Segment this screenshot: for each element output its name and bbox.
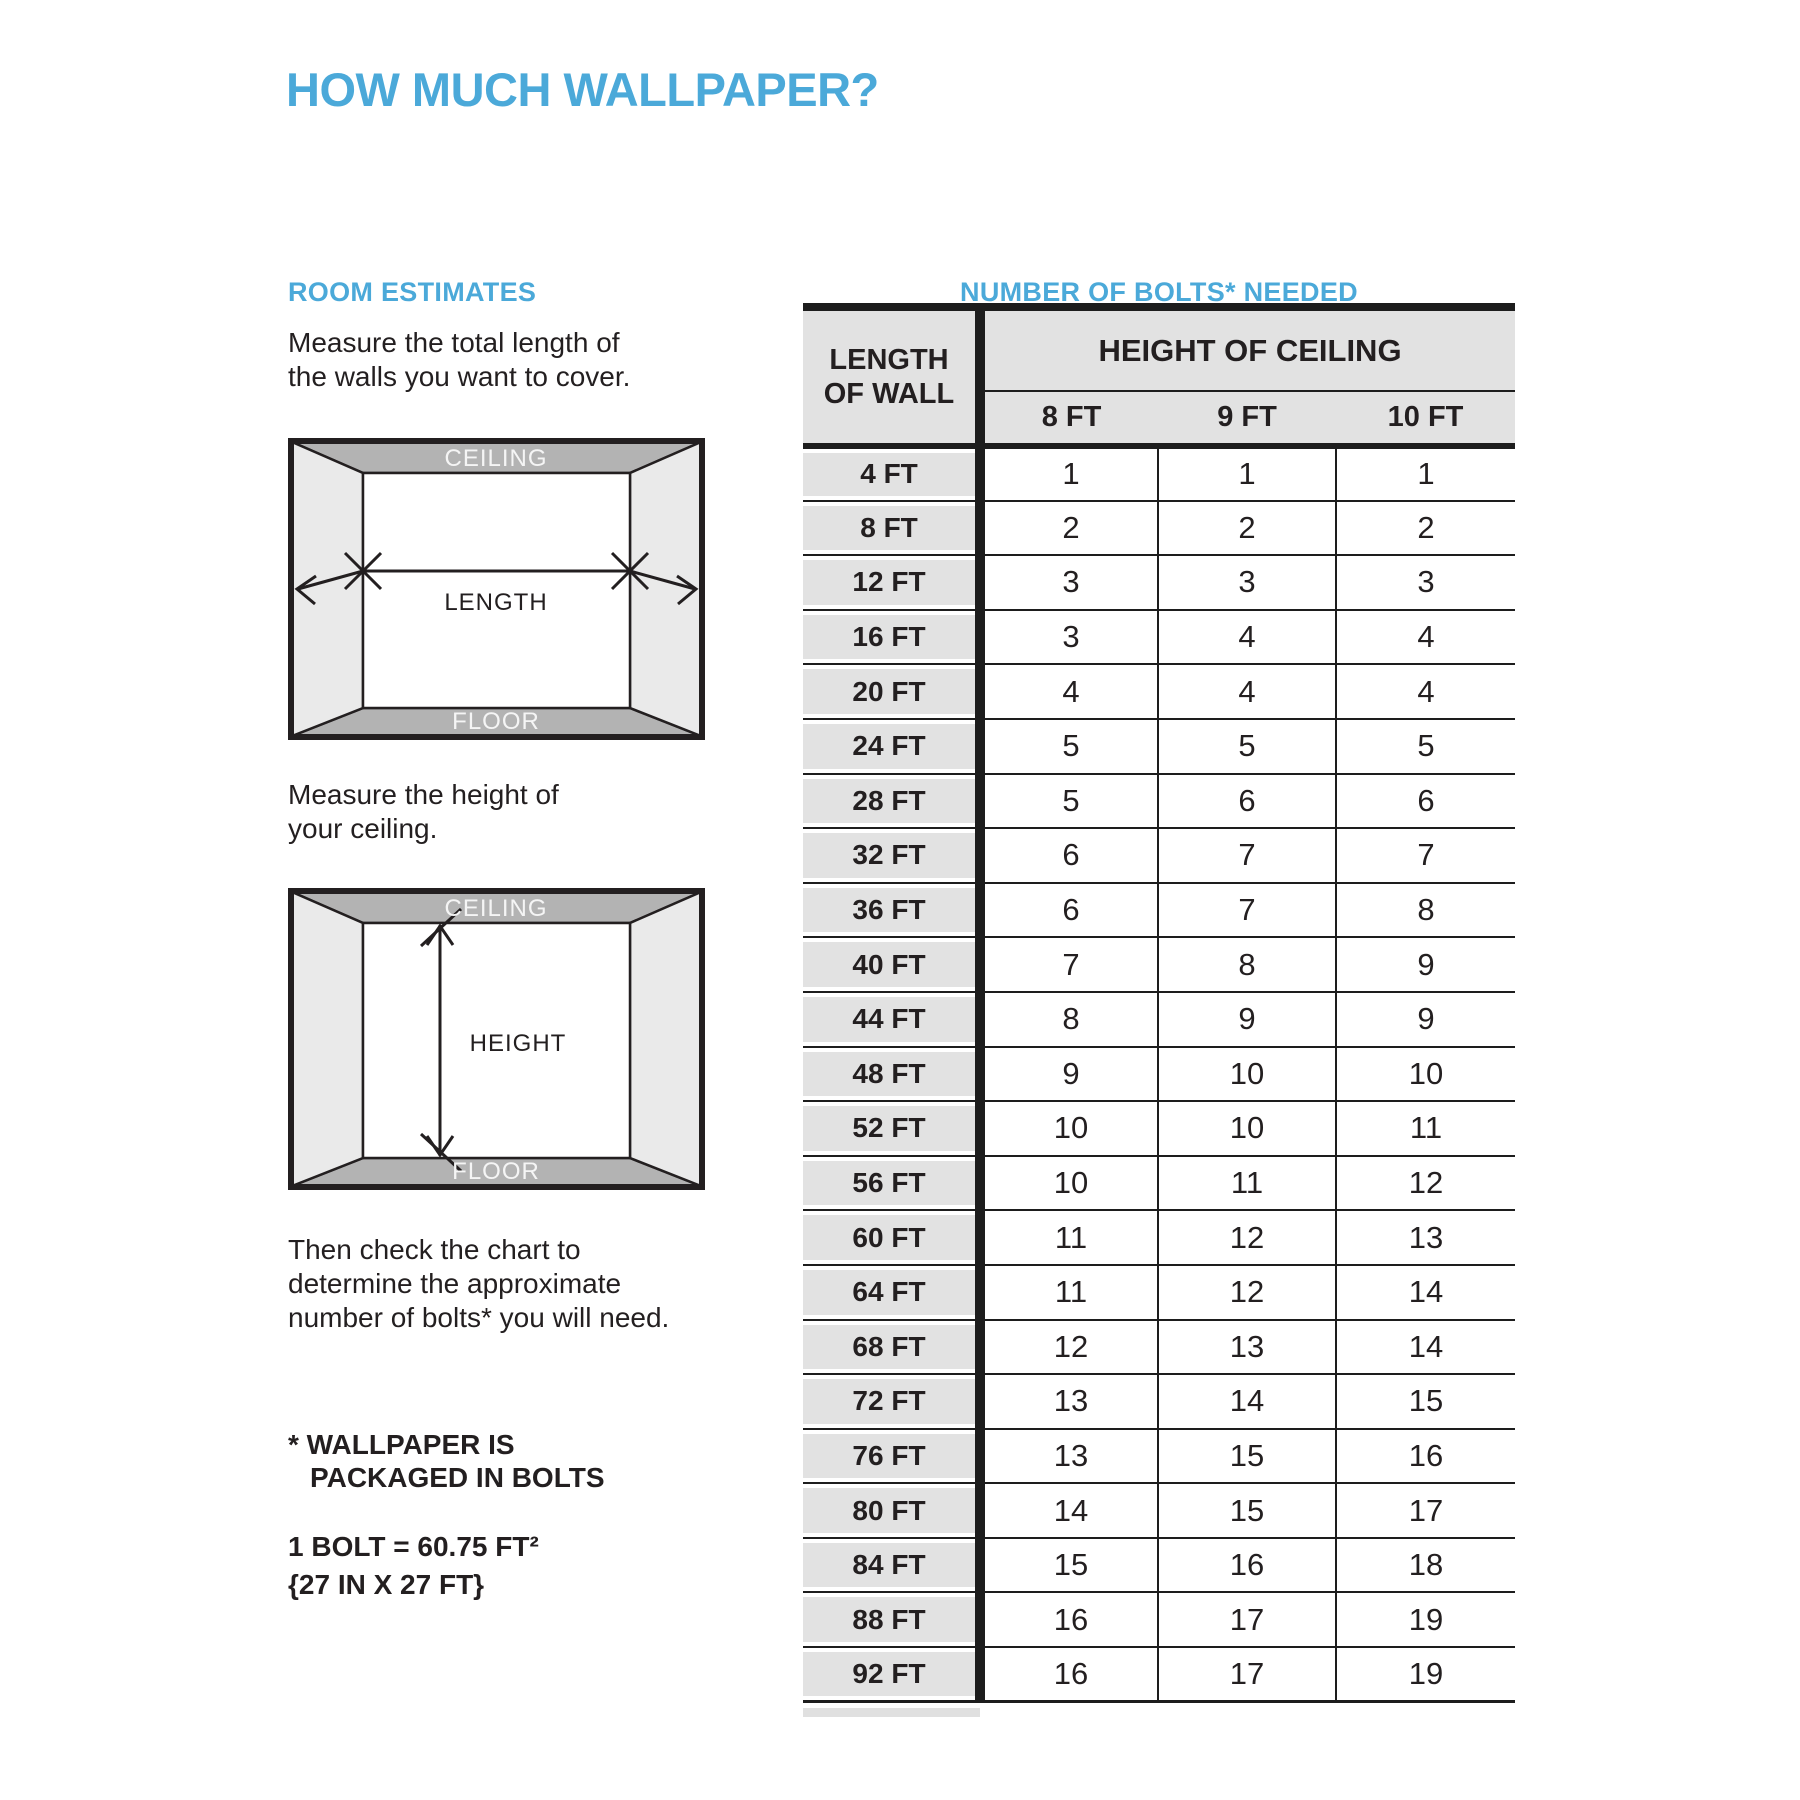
bolts-cell-9ft: 8 xyxy=(1158,937,1336,992)
bolts-cell-10ft: 5 xyxy=(1336,719,1515,774)
table-row xyxy=(803,446,1515,501)
bolts-cell-10ft: 19 xyxy=(1336,1592,1515,1647)
bolts-cell-10ft: 16 xyxy=(1336,1429,1515,1484)
bolts-cell-8ft: 9 xyxy=(980,1047,1158,1102)
text-line: determine the approximate xyxy=(288,1268,622,1299)
bolts-cell-8ft: 16 xyxy=(980,1592,1158,1647)
bolts-cell-9ft: 4 xyxy=(1158,610,1336,665)
column-header-10ft: 10 FT xyxy=(1336,391,1515,446)
bolts-table xyxy=(803,303,1515,1703)
text-line: * WALLPAPER IS xyxy=(288,1429,515,1460)
bolts-cell-9ft: 7 xyxy=(1158,883,1336,938)
table-row xyxy=(803,883,1515,938)
text-line: your ceiling. xyxy=(288,813,438,844)
row-header-wall-length: 20 FT xyxy=(803,664,980,719)
row-header-wall-length: 56 FT xyxy=(803,1156,980,1211)
floor-label: FLOOR xyxy=(452,1158,540,1185)
bolts-cell-9ft: 15 xyxy=(1158,1429,1336,1484)
table-row xyxy=(803,555,1515,610)
text-line: {27 IN X 27 FT} xyxy=(288,1569,485,1600)
bolts-cell-10ft: 14 xyxy=(1336,1320,1515,1375)
row-header-wall-length: 84 FT xyxy=(803,1538,980,1593)
table-row xyxy=(803,828,1515,883)
bolts-cell-10ft: 2 xyxy=(1336,501,1515,556)
row-header-wall-length: 48 FT xyxy=(803,1047,980,1102)
text-line: Measure the total length of xyxy=(288,327,620,358)
bolts-cell-8ft: 3 xyxy=(980,555,1158,610)
bolts-cell-10ft: 14 xyxy=(1336,1265,1515,1320)
table-row xyxy=(803,664,1515,719)
row-header-wall-length: 88 FT xyxy=(803,1592,980,1647)
bolts-cell-10ft: 8 xyxy=(1336,883,1515,938)
ceiling-label: CEILING xyxy=(444,895,548,922)
bolts-cell-10ft: 6 xyxy=(1336,774,1515,829)
bolts-cell-8ft: 5 xyxy=(980,774,1158,829)
row-header-wall-length: 52 FT xyxy=(803,1101,980,1156)
bolts-cell-8ft: 10 xyxy=(980,1101,1158,1156)
section-heading-room-estimates: ROOM ESTIMATES xyxy=(288,277,537,307)
bolts-cell-8ft: 4 xyxy=(980,664,1158,719)
bolts-cell-9ft: 5 xyxy=(1158,719,1336,774)
bolts-cell-8ft: 7 xyxy=(980,937,1158,992)
bolts-table-body xyxy=(803,446,1515,1702)
table-row xyxy=(803,1538,1515,1593)
bolts-cell-9ft: 10 xyxy=(1158,1047,1336,1102)
bolts-cell-8ft: 3 xyxy=(980,610,1158,665)
instruction-check-chart xyxy=(288,1233,669,1335)
table-row xyxy=(803,1101,1515,1156)
height-label: HEIGHT xyxy=(469,1030,567,1057)
row-header-wall-length: 64 FT xyxy=(803,1265,980,1320)
bolts-cell-8ft: 15 xyxy=(980,1538,1158,1593)
row-header-wall-length: 40 FT xyxy=(803,937,980,992)
floor-label: FLOOR xyxy=(452,708,540,735)
bolts-cell-10ft: 12 xyxy=(1336,1156,1515,1211)
table-row xyxy=(803,719,1515,774)
bolts-cell-8ft: 13 xyxy=(980,1374,1158,1429)
bolts-cell-8ft: 6 xyxy=(980,883,1158,938)
row-header-wall-length: 8 FT xyxy=(803,501,980,556)
table-row xyxy=(803,1592,1515,1647)
bolt-size-info xyxy=(288,1528,539,1604)
row-header-wall-length: 16 FT xyxy=(803,610,980,665)
page-title: HOW MUCH WALLPAPER? xyxy=(286,63,879,116)
bolts-cell-9ft: 12 xyxy=(1158,1265,1336,1320)
bolts-cell-9ft: 12 xyxy=(1158,1210,1336,1265)
bolts-cell-8ft: 1 xyxy=(980,446,1158,501)
bolts-cell-9ft: 4 xyxy=(1158,664,1336,719)
row-header-wall-length: 68 FT xyxy=(803,1320,980,1375)
bolts-cell-9ft: 13 xyxy=(1158,1320,1336,1375)
column-header-9ft: 9 FT xyxy=(1158,391,1336,446)
bolts-cell-9ft: 1 xyxy=(1158,446,1336,501)
row-header-wall-length: 24 FT xyxy=(803,719,980,774)
bolts-cell-8ft: 10 xyxy=(980,1156,1158,1211)
bolts-cell-10ft: 4 xyxy=(1336,610,1515,665)
bolts-cell-10ft: 3 xyxy=(1336,555,1515,610)
right-wall xyxy=(630,892,701,1186)
table-row xyxy=(803,1265,1515,1320)
ceiling-label: CEILING xyxy=(444,445,548,472)
bolts-cell-8ft: 5 xyxy=(980,719,1158,774)
section-heading-number-of-bolts: NUMBER OF BOLTS* NEEDED xyxy=(960,277,1358,307)
table-row xyxy=(803,992,1515,1047)
row-header-wall-length: 60 FT xyxy=(803,1210,980,1265)
text-line: 1 BOLT = 60.75 FT² xyxy=(288,1531,539,1562)
group-header-height-of-ceiling: HEIGHT OF CEILING xyxy=(980,307,1515,391)
row-header-wall-length: 44 FT xyxy=(803,992,980,1047)
corner-header-length-of-wall xyxy=(803,307,980,446)
bolts-cell-9ft: 10 xyxy=(1158,1101,1336,1156)
column-header-8ft: 8 FT xyxy=(980,391,1158,446)
row-header-wall-length: 92 FT xyxy=(803,1647,980,1702)
bolts-cell-10ft: 11 xyxy=(1336,1101,1515,1156)
table-row xyxy=(803,1374,1515,1429)
bolts-cell-9ft: 3 xyxy=(1158,555,1336,610)
bolts-cell-8ft: 11 xyxy=(980,1265,1158,1320)
instruction-measure-length xyxy=(288,326,630,394)
bolts-cell-9ft: 15 xyxy=(1158,1483,1336,1538)
table-row xyxy=(803,1047,1515,1102)
table-left-column-tail xyxy=(803,1708,980,1717)
instruction-measure-height xyxy=(288,778,559,846)
text-line: Then check the chart to xyxy=(288,1234,581,1265)
bolts-cell-9ft: 17 xyxy=(1158,1647,1336,1702)
bolts-cell-8ft: 2 xyxy=(980,501,1158,556)
table-row xyxy=(803,610,1515,665)
text-line: PACKAGED IN BOLTS xyxy=(310,1462,605,1493)
bolts-cell-10ft: 19 xyxy=(1336,1647,1515,1702)
text-line: OF WALL xyxy=(823,378,955,410)
table-row xyxy=(803,1647,1515,1702)
table-row xyxy=(803,1320,1515,1375)
bolts-cell-8ft: 14 xyxy=(980,1483,1158,1538)
bolts-cell-8ft: 6 xyxy=(980,828,1158,883)
length-label: LENGTH xyxy=(444,589,548,616)
bolts-cell-10ft: 9 xyxy=(1336,937,1515,992)
row-header-wall-length: 76 FT xyxy=(803,1429,980,1484)
row-header-wall-length: 36 FT xyxy=(803,883,980,938)
bolts-cell-10ft: 13 xyxy=(1336,1210,1515,1265)
table-row xyxy=(803,1156,1515,1211)
row-header-wall-length: 12 FT xyxy=(803,555,980,610)
bolts-cell-9ft: 14 xyxy=(1158,1374,1336,1429)
table-row xyxy=(803,1429,1515,1484)
table-row xyxy=(803,501,1515,556)
bolts-cell-10ft: 7 xyxy=(1336,828,1515,883)
bolts-cell-8ft: 8 xyxy=(980,992,1158,1047)
room-height-diagram xyxy=(288,888,705,1190)
bolts-cell-9ft: 11 xyxy=(1158,1156,1336,1211)
row-header-wall-length: 72 FT xyxy=(803,1374,980,1429)
bolts-cell-10ft: 18 xyxy=(1336,1538,1515,1593)
bolts-cell-8ft: 12 xyxy=(980,1320,1158,1375)
text-line: the walls you want to cover. xyxy=(288,361,631,392)
table-row xyxy=(803,774,1515,829)
bolts-cell-9ft: 2 xyxy=(1158,501,1336,556)
bolts-cell-8ft: 11 xyxy=(980,1210,1158,1265)
bolts-cell-9ft: 17 xyxy=(1158,1592,1336,1647)
table-row xyxy=(803,1483,1515,1538)
text-line: LENGTH xyxy=(829,344,949,376)
bolts-cell-10ft: 4 xyxy=(1336,664,1515,719)
bolts-cell-8ft: 13 xyxy=(980,1429,1158,1484)
table-row xyxy=(803,937,1515,992)
room-length-diagram xyxy=(288,438,705,740)
bolts-cell-9ft: 16 xyxy=(1158,1538,1336,1593)
bolts-cell-9ft: 7 xyxy=(1158,828,1336,883)
row-header-wall-length: 80 FT xyxy=(803,1483,980,1538)
text-line: number of bolts* you will need. xyxy=(288,1302,670,1333)
bolts-cell-9ft: 6 xyxy=(1158,774,1336,829)
row-header-wall-length: 4 FT xyxy=(803,446,980,501)
row-header-wall-length: 28 FT xyxy=(803,774,980,829)
bolts-cell-10ft: 15 xyxy=(1336,1374,1515,1429)
text-line: Measure the height of xyxy=(288,779,559,810)
left-wall xyxy=(292,892,363,1186)
bolts-cell-9ft: 9 xyxy=(1158,992,1336,1047)
bolts-cell-10ft: 17 xyxy=(1336,1483,1515,1538)
row-header-wall-length: 32 FT xyxy=(803,828,980,883)
bolts-cell-10ft: 1 xyxy=(1336,446,1515,501)
table-row xyxy=(803,1210,1515,1265)
bolts-cell-8ft: 16 xyxy=(980,1647,1158,1702)
bolts-cell-10ft: 10 xyxy=(1336,1047,1515,1102)
bolts-cell-10ft: 9 xyxy=(1336,992,1515,1047)
wallpaper-bolts-footnote xyxy=(288,1428,605,1494)
